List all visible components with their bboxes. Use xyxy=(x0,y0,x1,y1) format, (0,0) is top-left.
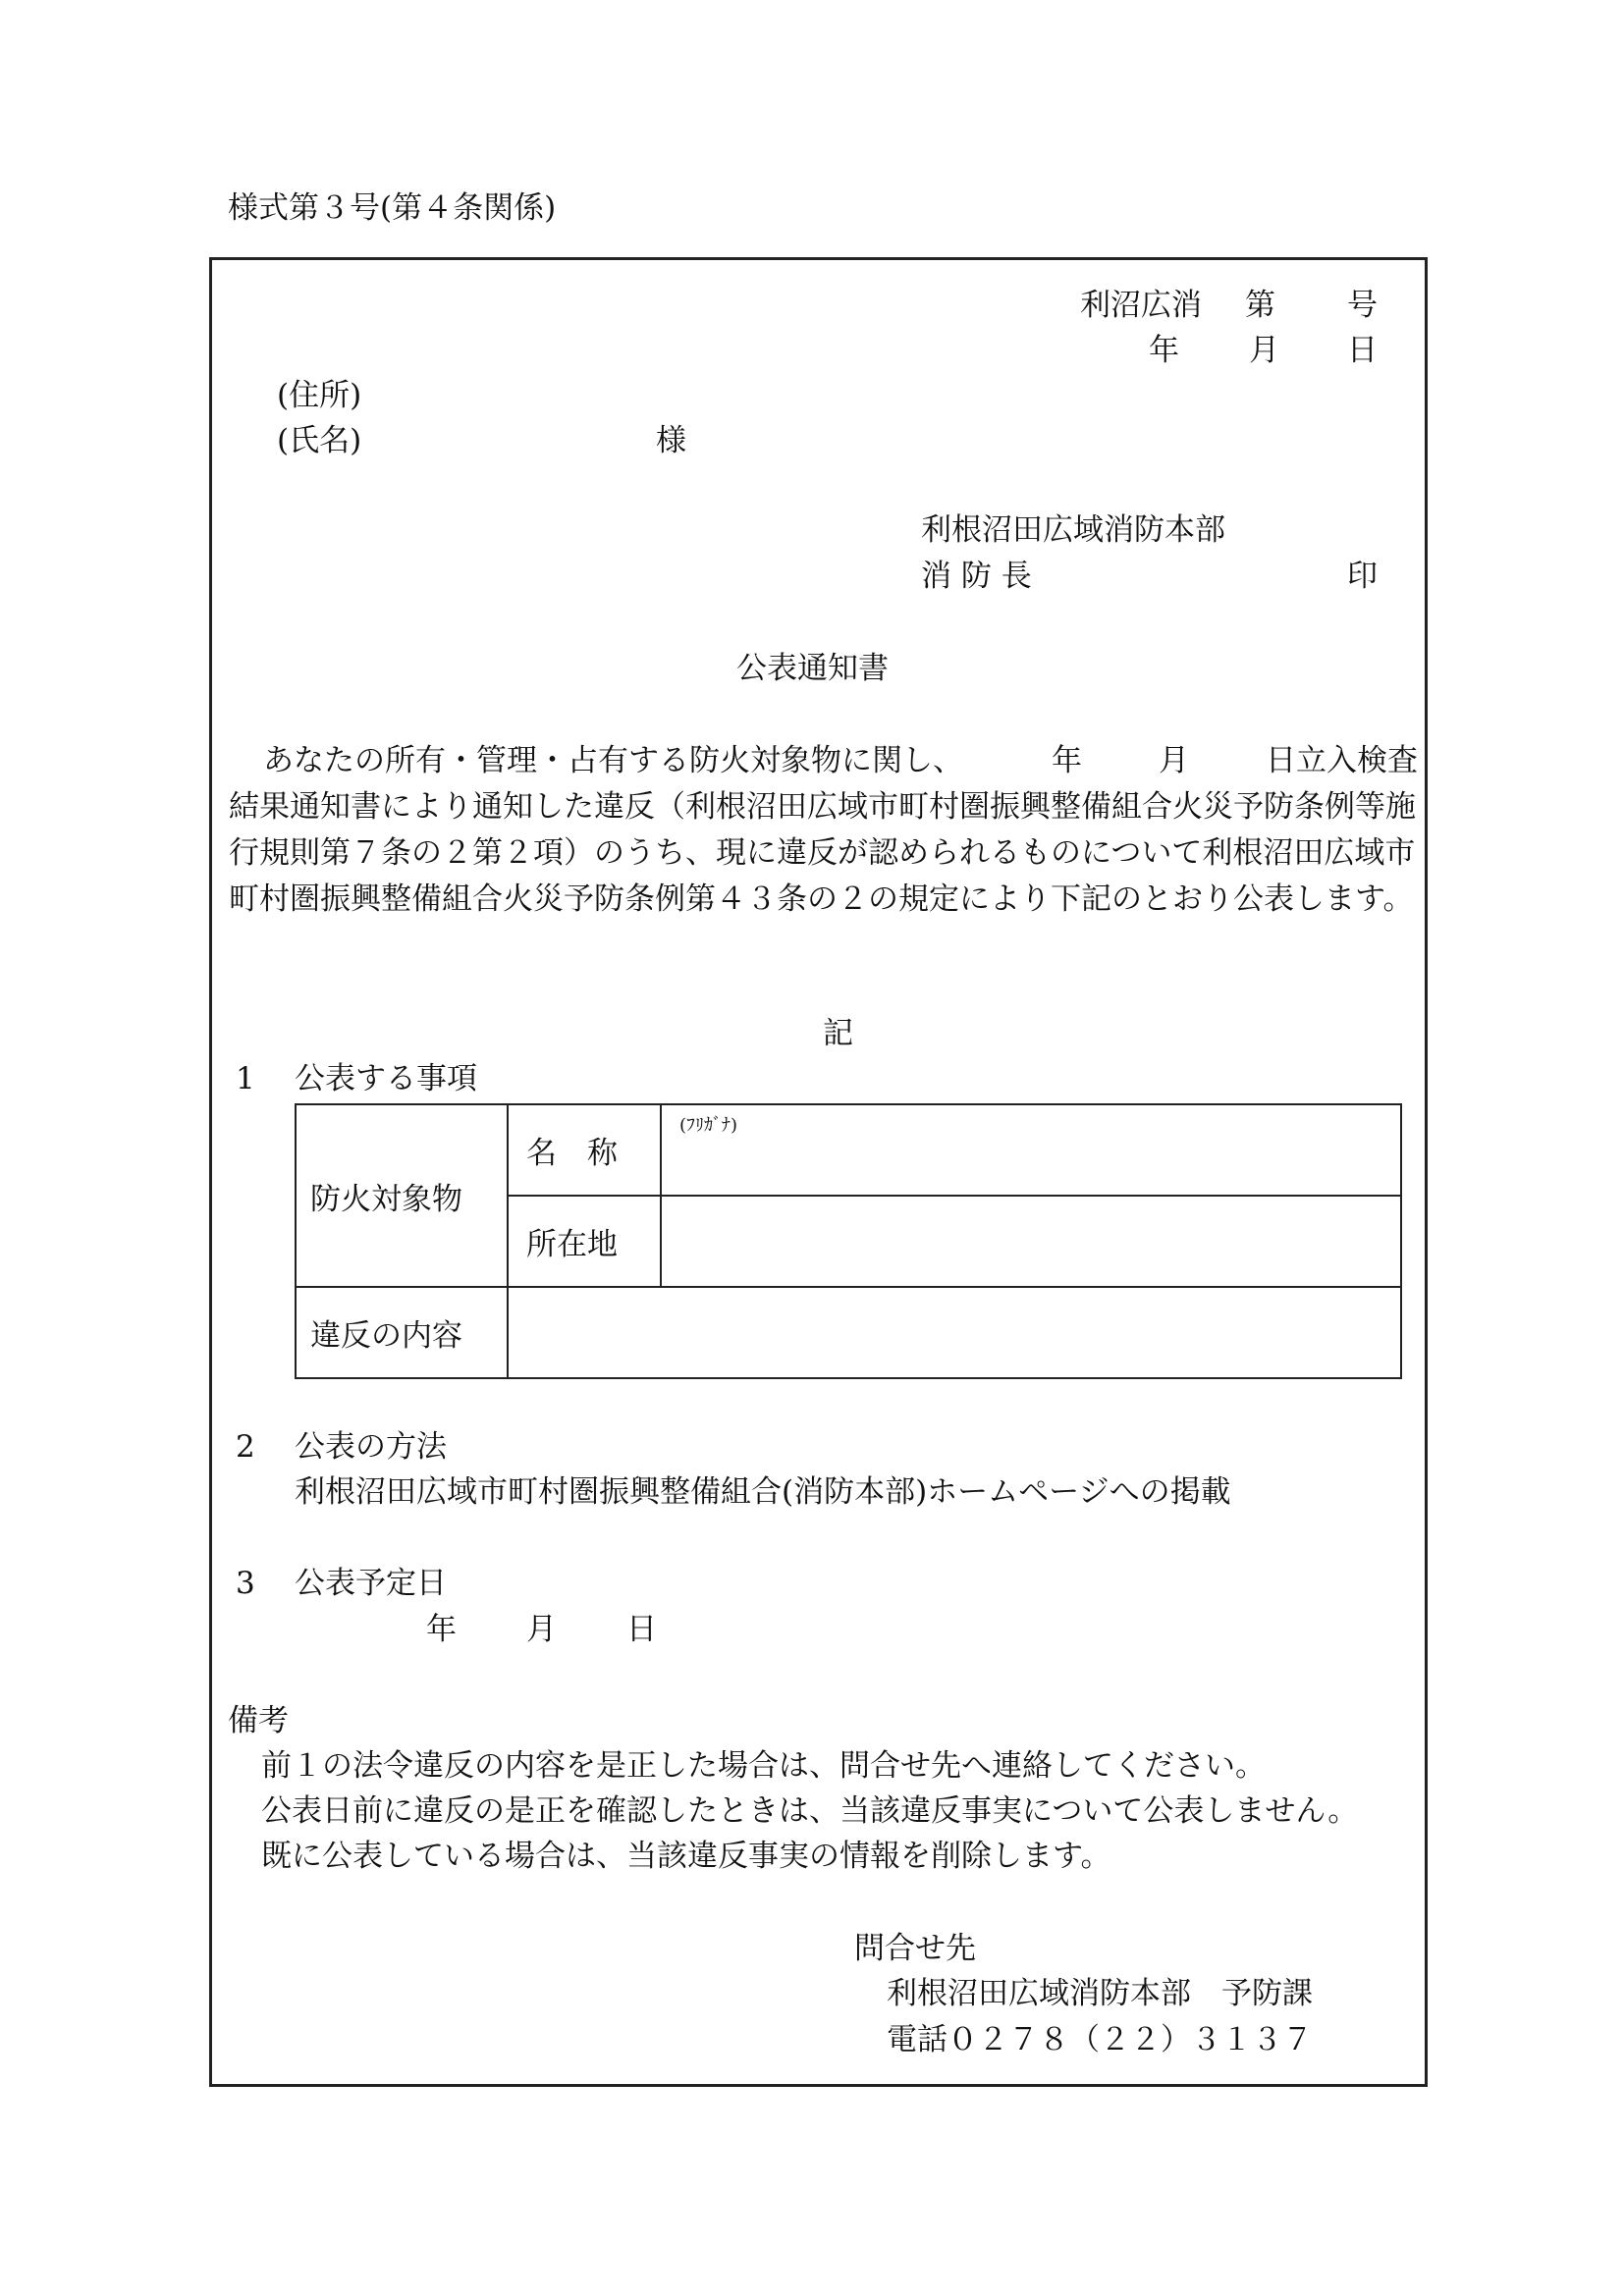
section3-date-year: 年 xyxy=(426,1612,457,1647)
form-label: 様式第３号(第４条関係) xyxy=(228,190,557,226)
violation-table xyxy=(295,1103,1402,1379)
section1-number: 1 xyxy=(236,1061,255,1096)
object-label: 防火対象物 xyxy=(310,1181,462,1217)
recipient-honorific: 様 xyxy=(656,423,686,458)
name-label-cell xyxy=(508,1104,661,1196)
violation-value-cell[interactable] xyxy=(508,1287,1401,1378)
issuer-seal: 印 xyxy=(1347,559,1378,594)
violation-label-cell xyxy=(296,1287,508,1378)
name-label: 名 称 xyxy=(526,1136,618,1171)
doc-title: 公表通知書 xyxy=(736,651,889,686)
issuer-title: 消 防 長 xyxy=(921,559,1032,594)
body-text-rest: 立入検査結果通知書により通知した違反（利根沼田広域市町村圏振興整備組合火災予防条例等施行規則第７条の２第２項）のうち、現に違反が認められるものについて利根沼田広域市町村圏振興整備組合火災予防条例第４３条の２の規定により下記のとおり公表します。 xyxy=(229,743,1418,917)
object-label-cell xyxy=(296,1104,508,1287)
body-date-day: 日 xyxy=(1266,743,1296,778)
remarks-line: 既に公表している場合は、当該違反事実の情報を削除します。 xyxy=(261,1839,1111,1874)
body-date-month: 月 xyxy=(1159,743,1189,778)
section2-heading: 公表の方法 xyxy=(295,1429,447,1465)
body-paragraph xyxy=(229,738,1419,923)
contact-label: 問合せ先 xyxy=(854,1931,976,1966)
name-value-cell[interactable] xyxy=(661,1104,1401,1196)
remarks-label: 備考 xyxy=(228,1703,289,1738)
header-date-month: 月 xyxy=(1249,333,1279,368)
body-text-start: あなたの所有・管理・占有する防火対象物に関し、 xyxy=(263,743,963,778)
section3-number: 3 xyxy=(236,1566,255,1601)
header-date-day: 日 xyxy=(1347,333,1378,368)
section3-date-day: 日 xyxy=(626,1612,657,1647)
body-date-year: 年 xyxy=(1052,743,1082,778)
remarks-line: 前１の法令違反の内容を是正した場合は、問合せ先へ連絡してください。 xyxy=(261,1748,1266,1784)
doc-number-go: 号 xyxy=(1347,288,1378,323)
section2-content: 利根沼田広域市町村圏振興整備組合(消防本部)ホームページへの掲載 xyxy=(295,1474,1231,1510)
doc-number-prefix: 利沼広消 xyxy=(1080,288,1202,323)
section3-date-month: 月 xyxy=(526,1612,557,1647)
issuer-org: 利根沼田広域消防本部 xyxy=(921,512,1225,548)
doc-number-dai: 第 xyxy=(1245,288,1275,323)
header-date-year: 年 xyxy=(1149,333,1179,368)
recipient-address-label: (住所) xyxy=(277,378,362,413)
contact-phone: 電話０２７８（２２）３１３７ xyxy=(887,2022,1313,2057)
ki-heading: 記 xyxy=(823,1016,853,1051)
violation-label: 違反の内容 xyxy=(310,1318,462,1354)
furigana-label: (ﾌﾘｶﾞﾅ) xyxy=(679,1115,738,1136)
section1-heading: 公表する事項 xyxy=(295,1061,477,1096)
location-label-cell xyxy=(508,1196,661,1287)
remarks-line: 公表日前に違反の是正を確認したときは、当該違反事実について公表しません。 xyxy=(261,1793,1359,1829)
section3-heading: 公表予定日 xyxy=(295,1566,447,1601)
recipient-name-label: (氏名) xyxy=(277,423,362,458)
section2-number: 2 xyxy=(236,1429,255,1465)
location-value-cell[interactable] xyxy=(661,1196,1401,1287)
location-label: 所在地 xyxy=(526,1227,618,1262)
contact-org: 利根沼田広域消防本部 予防課 xyxy=(887,1976,1313,2011)
